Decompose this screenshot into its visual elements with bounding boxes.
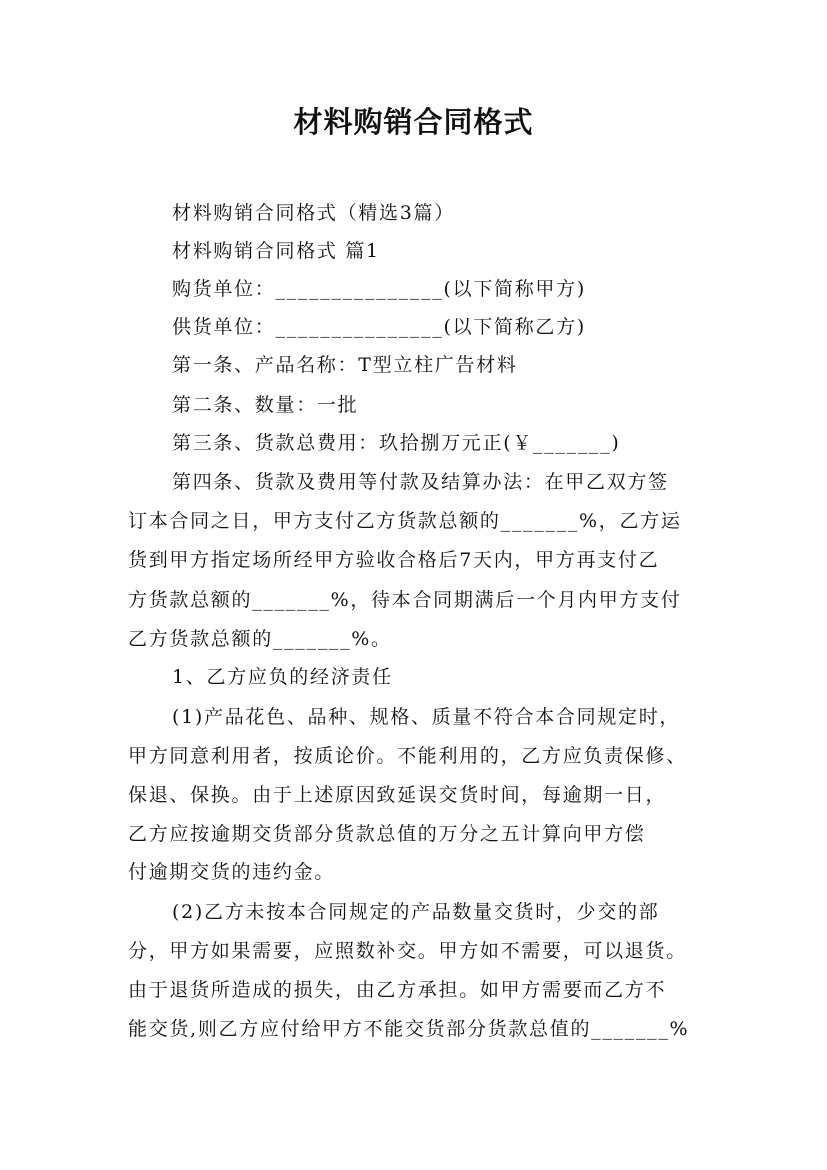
clause-4-line-4: 方货款总额的_______%，待本合同期满后一个月内甲方支付 bbox=[128, 589, 682, 611]
item-1-line-3: 保退、保换。由于上述原因致延误交货时间，每逾期一日， bbox=[128, 784, 667, 806]
clause-3: 第三条、货款总费用：玖拾捌万元正(￥_______) bbox=[172, 432, 621, 454]
item-1-line-1: (1)产品花色、品种、规格、质量不符合本合同规定时， bbox=[172, 706, 681, 728]
item-2-line-1: (2)乙方未按本合同规定的产品数量交货时，少交的部 bbox=[172, 901, 660, 923]
responsibility-heading: 1、乙方应负的经济责任 bbox=[172, 666, 393, 688]
clause-4-line-1: 第四条、货款及费用等付款及结算办法：在甲乙双方签 bbox=[172, 471, 669, 493]
item-2-line-3: 由于退货所造成的损失，由乙方承担。如甲方需要而乙方不 bbox=[128, 979, 667, 1001]
item-1-line-2: 甲方同意利用者，按质论价。不能利用的，乙方应负责保修、 bbox=[128, 745, 687, 767]
document-title: 材料购销合同格式 bbox=[293, 105, 534, 139]
clause-2: 第二条、数量：一批 bbox=[172, 394, 359, 416]
clause-1: 第一条、产品名称：T型立柱广告材料 bbox=[172, 354, 518, 376]
buyer-line: 购货单位：_______________(以下简称甲方) bbox=[172, 278, 586, 300]
clause-4-line-5: 乙方货款总额的_______%。 bbox=[128, 628, 392, 650]
item-2-line-4: 能交货,则乙方应付给甲方不能交货部分货款总值的_______% bbox=[128, 1018, 690, 1040]
item-1-line-4: 乙方应按逾期交货部分货款总值的万分之五计算向甲方偿 bbox=[128, 823, 646, 845]
clause-4-line-2: 订本合同之日，甲方支付乙方货款总额的_______%，乙方运 bbox=[128, 510, 682, 532]
item-2-line-2: 分，甲方如果需要，应照数补交。甲方如不需要，可以退货。 bbox=[128, 940, 687, 962]
clause-4-line-3: 货到甲方指定场所经甲方验收合格后7天内，甲方再支付乙 bbox=[128, 549, 660, 571]
item-1-line-5: 付逾期交货的违约金。 bbox=[128, 861, 336, 883]
supplier-line: 供货单位：_______________(以下简称乙方) bbox=[172, 316, 586, 338]
section-heading: 材料购销合同格式 篇1 bbox=[172, 240, 380, 262]
subtitle-line: 材料购销合同格式（精选3篇） bbox=[172, 202, 455, 224]
